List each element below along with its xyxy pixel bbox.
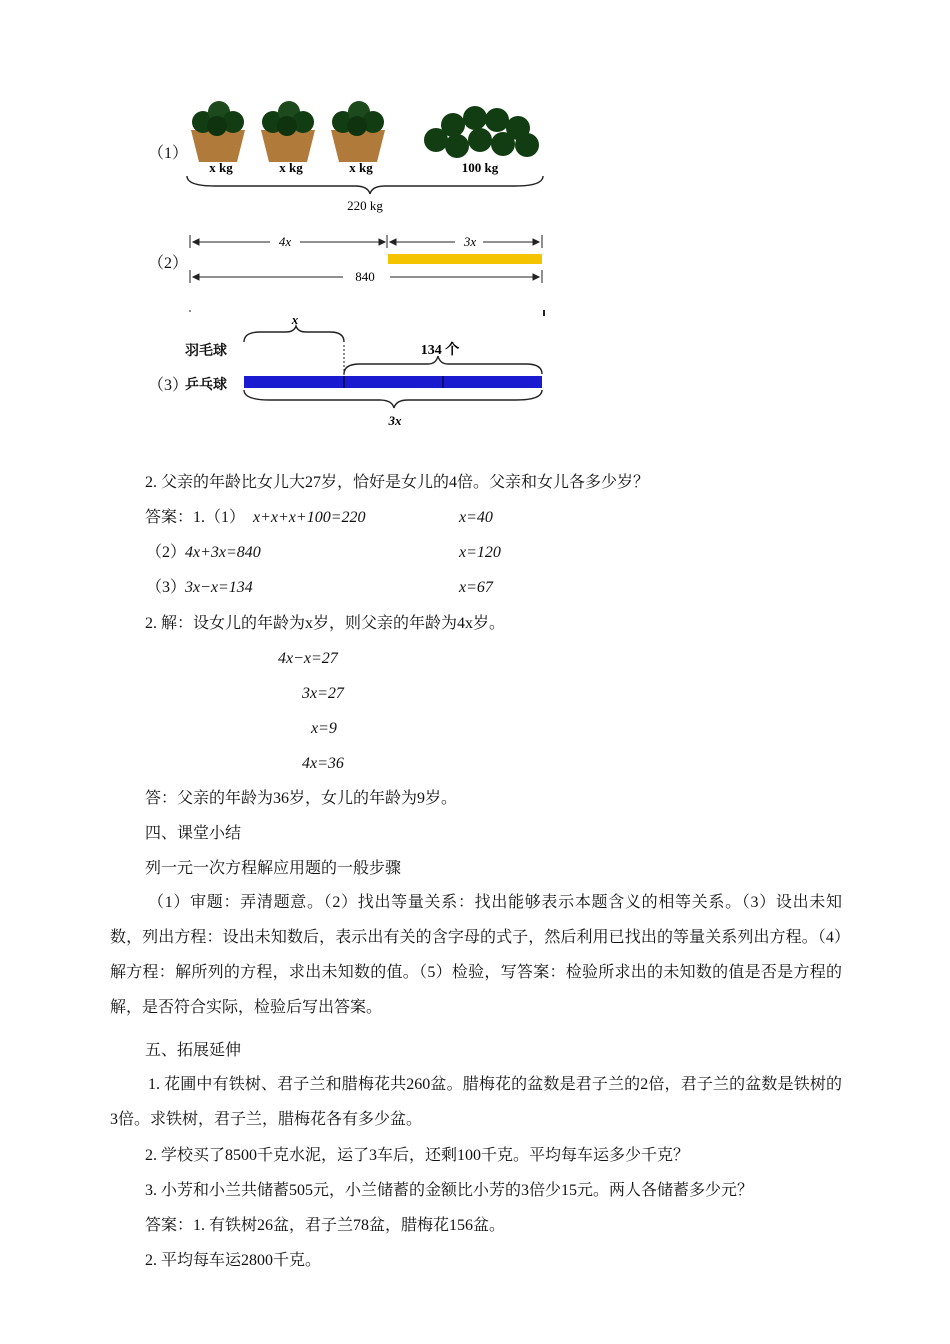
solution-step: 4x=36 (302, 755, 344, 772)
answer-1-prefix: 答案：1.（1） (145, 509, 246, 526)
answer-2-equation: 4x+3x=840 (185, 544, 261, 561)
segment-right-label: 3x (463, 234, 477, 249)
answer-2-solution: x=120 (459, 544, 501, 561)
segment-total-label: 840 (355, 269, 375, 284)
brace (187, 176, 543, 194)
exercise-2: 2. 学校买了8500千克水泥，运了3车后，还剩100千克。平均每车运多少千克？ (145, 1147, 690, 1164)
answer-2-prefix: （2） (146, 544, 187, 561)
difference-label: 134 个 (420, 343, 460, 358)
fig1-watermelon-diagram (185, 90, 550, 215)
bottom-brace-label: 3x (388, 413, 402, 428)
basket-icon (261, 101, 315, 162)
solution-step: x=9 (311, 720, 337, 737)
basket-icon (191, 101, 245, 162)
fig1-label: （1） (148, 145, 189, 162)
section-5-title: 五、拓展延伸 (145, 1042, 242, 1059)
row-label-badminton: 羽毛球 (185, 344, 227, 359)
blue-segment-bar (244, 376, 542, 388)
fig3-label: （3） (148, 377, 189, 394)
exercise-3: 3. 小芳和小兰共储蓄505元，小兰储蓄的金额比小芳的3倍少15元。两人各储蓄多少元？ (145, 1182, 754, 1199)
answer-3-prefix: （3） (146, 579, 187, 596)
question-2: 2. 父亲的年龄比女儿大27岁，恰好是女儿的4倍。父亲和女儿各多少岁？ (145, 474, 650, 491)
basket-weight: x kg (349, 160, 373, 175)
fig3-bar-diagram (240, 310, 550, 435)
yellow-segment-bar (388, 254, 542, 264)
exercise-answer-2: 2. 平均每车运2800千克。 (145, 1252, 322, 1269)
fig2-label: （2） (148, 255, 189, 272)
answer-3-equation: 3x−x=134 (185, 579, 253, 596)
total-weight: 220 kg (347, 198, 383, 213)
watermelon-pile-icon (424, 106, 539, 158)
solution-step: 4x−x=27 (278, 650, 338, 667)
solution-step: 3x=27 (302, 685, 344, 702)
solution-answer: 答：父亲的年龄为36岁，女儿的年龄为9岁。 (145, 790, 458, 807)
answer-3-solution: x=67 (459, 579, 493, 596)
basket-weight: x kg (209, 160, 233, 175)
answer-1-equation: x+x+x+100=220 (253, 509, 366, 526)
answer-1-solution: x=40 (459, 509, 493, 526)
exercise-1: 1. 花圃中有铁树、君子兰和腊梅花共260盆。腊梅花的盆数是君子兰的2倍，君子兰的盆数是铁树的3倍。求铁树，君子兰，腊梅花各有多少盆。 (110, 1076, 842, 1128)
exercise-answer-1: 答案：1. 有铁树26盆，君子兰78盆，腊梅花156盆。 (145, 1217, 506, 1234)
section-4-title: 四、课堂小结 (145, 825, 242, 842)
row-label-pingpong: 乒乓球 (185, 378, 227, 393)
top-brace-label: x (291, 312, 299, 327)
pile-weight: 100 kg (461, 160, 499, 175)
fig2-segment-diagram (185, 230, 550, 320)
basket-icon (331, 101, 385, 162)
basket-weight: x kg (279, 160, 303, 175)
section-4-body: （1）审题：弄清题意。（2）找出等量关系：找出能够表示本题含义的相等关系。（3）设出未知数，列出方程：设出未知数后，表示出有关的含字母的式子，然后利用已找出的等量关系列出方程。（4）解方程：解所列的方程，求出未知数的值。（5）检验，写答案：检验所求出的未知数的值是否是方程的解，是否符合实际，检验后写出答案。 (110, 894, 842, 1016)
solution-intro: 2. 解：设女儿的年龄为x岁，则父亲的年龄为4x岁。 (145, 615, 506, 632)
section-4-subtitle: 列一元一次方程解应用题的一般步骤 (145, 860, 402, 877)
segment-left-label: 4x (278, 234, 292, 249)
